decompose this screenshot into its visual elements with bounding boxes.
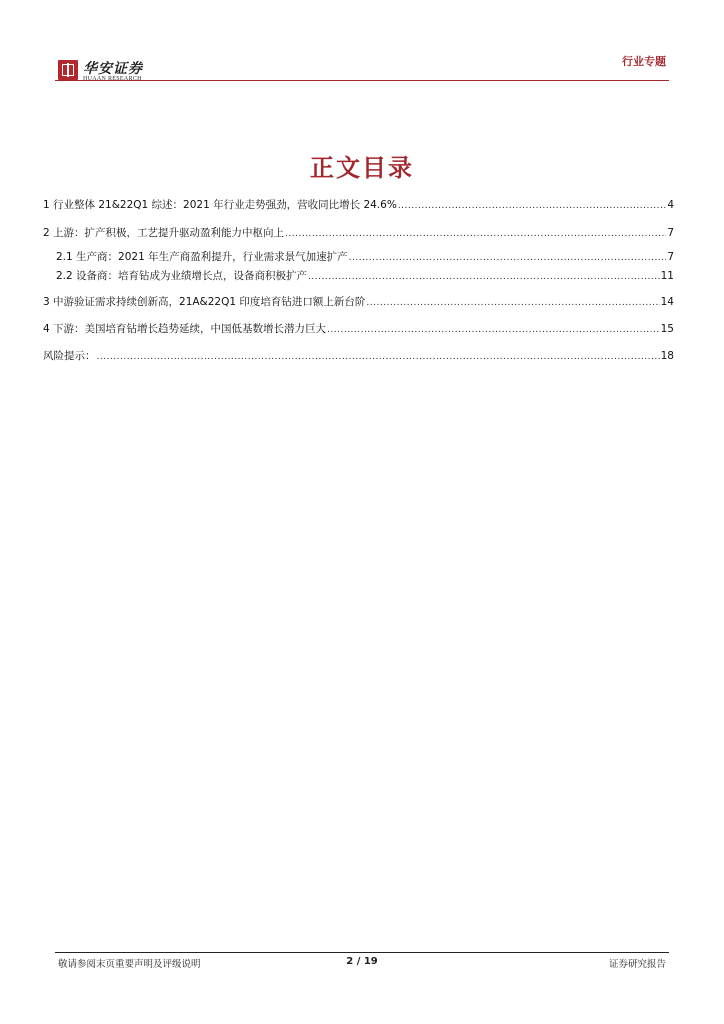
toc-entry-2[interactable]: [43, 226, 674, 241]
toc-entry-page: 18: [660, 350, 674, 362]
toc-entry-1[interactable]: [43, 198, 674, 213]
section-label: 行业专题: [622, 55, 666, 68]
toc-entry-page: 7: [667, 227, 674, 239]
page-indicator: 2 / 19: [346, 956, 378, 967]
toc-entry-page: 7: [667, 251, 674, 263]
toc-entry-risk[interactable]: [43, 349, 674, 364]
toc-leader-dots: [398, 198, 667, 213]
company-logo: [58, 58, 158, 88]
footer-disclaimer: 敬请参阅末页重要声明及评级说明: [58, 959, 201, 970]
toc-entry-page: 11: [660, 270, 674, 282]
toc-entry-title: 4 下游：美国培育钻增长趋势延续，中国低基数增长潜力巨大: [43, 323, 327, 335]
toc-entry-title: 3 中游验证需求持续创新高，21A&22Q1 印度培育钻进口额上新台阶: [43, 296, 366, 308]
toc-entry-page: 15: [660, 323, 674, 335]
toc-entry-2-2[interactable]: [43, 269, 674, 284]
huaan-seal-icon: [58, 60, 78, 80]
toc-leader-dots: [349, 250, 667, 265]
toc-entry-title: 风险提示：: [43, 350, 96, 362]
toc-title: 正文目录: [310, 153, 414, 182]
toc-entry-title: 2 上游：扩产积极，工艺提升驱动盈利能力中枢向上: [43, 227, 285, 239]
logo-english-name: HUAAN RESEARCH: [83, 76, 142, 82]
toc-leader-dots: [97, 349, 660, 364]
header-divider: [55, 80, 669, 81]
toc-entry-2-1[interactable]: [43, 250, 674, 265]
toc-entry-title: 1 行业整体 21&22Q1 综述：2021 年行业走势强劲，营收同比增长 24.6%: [43, 199, 397, 211]
toc-entry-title: 2.1 生产商：2021 年生产商盈利提升，行业需求景气加速扩产: [56, 251, 348, 263]
toc-entry-4[interactable]: [43, 322, 674, 337]
toc-entry-title: 2.2 设备商：培育钻成为业绩增长点，设备商积极扩产: [56, 270, 308, 282]
toc-leader-dots: [366, 295, 659, 310]
toc-leader-dots: [327, 322, 660, 337]
toc-entry-page: 14: [660, 296, 674, 308]
footer-report-type: 证券研究报告: [608, 959, 666, 970]
toc-leader-dots: [308, 269, 660, 284]
toc-entry-page: 4: [667, 199, 674, 211]
logo-chinese-name: 华安证券: [83, 61, 143, 77]
toc-entry-3[interactable]: [43, 295, 674, 310]
toc-leader-dots: [285, 226, 666, 241]
footer-divider: [55, 952, 669, 953]
